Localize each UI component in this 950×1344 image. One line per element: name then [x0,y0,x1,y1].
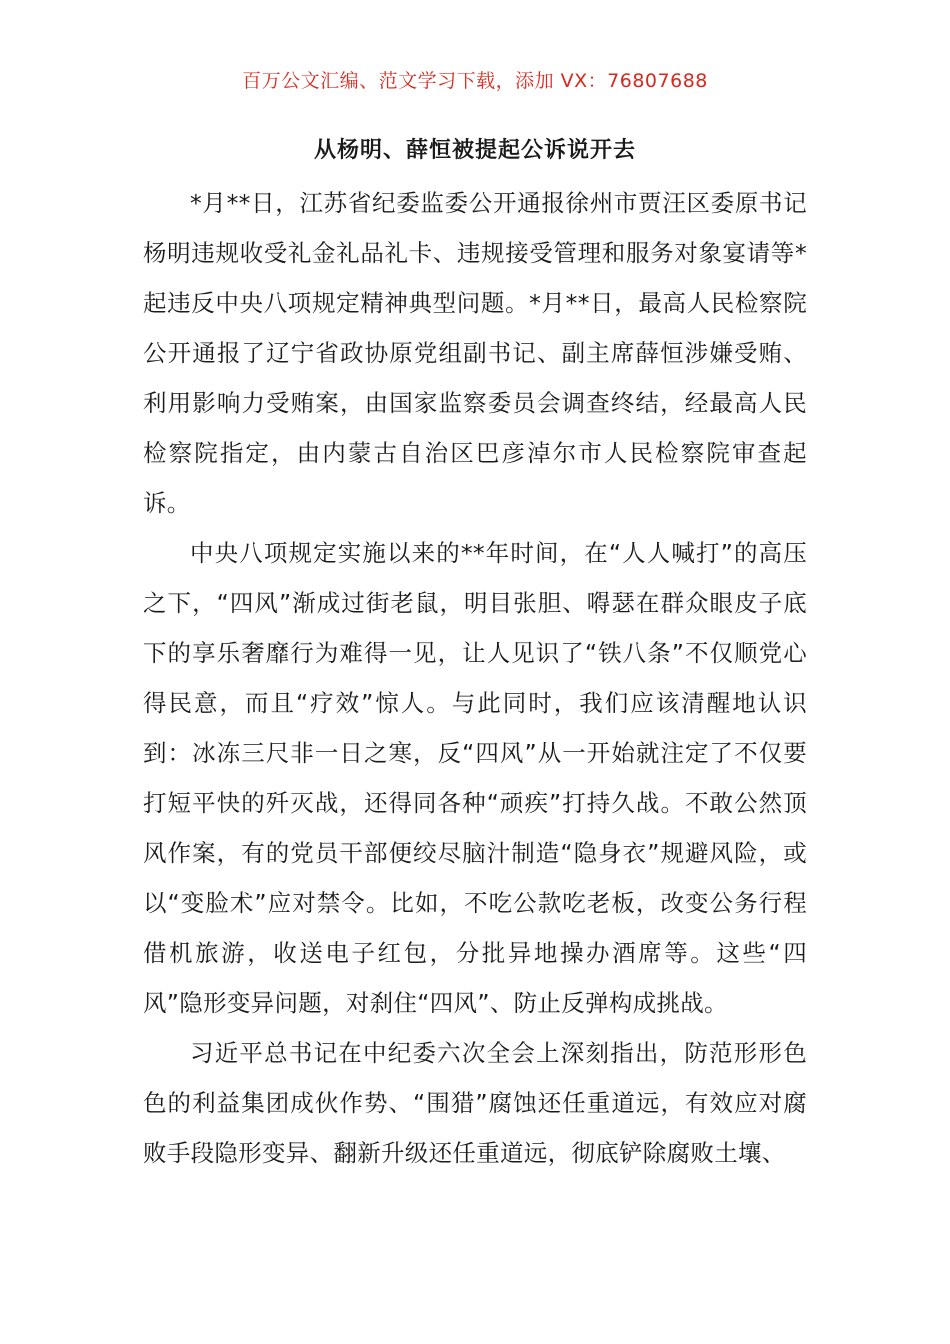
document-title: 从杨明、薛恒被提起公诉说开去 [313,138,636,163]
paragraph-2: 中央八项规定实施以来的**年时间，在“人人喊打”的高压之下，“四风”渐成过街老鼠，明目张胆、嘚瑟在群众眼皮子底下的享乐奢靡行为难得一见，让人见识了“铁八条”不仅顺党心得民意，而且“疗效”惊人。与此同时，我们应该清醒地认识到：冰冻三尺非一日之寒，反“四风”从一开始就注定了不仅要打短平快的歼灭战，还得同各种“顽疾”打持久战。不敢公然顶风作案，有的党员干部便绞尽脑汁制造“隐身衣”规避风险，或以“变脸术”应对禁令。比如，不吃公款吃老板，改变公务行程借机旅游，收送电子红包，分批异地操办酒席等。这些“四风”隐形变异问题，对刹住“四风”、防止反弹构成挑战。 [143,539,807,1017]
paragraph-1: *月**日，江苏省纪委监委公开通报徐州市贾汪区委原书记杨明违规收受礼金礼品礼卡、违规接受管理和服务对象宴请等*起违反中央八项规定精神典型问题。*月**日，最高人民检察院公开通报了辽宁省政协原党组副书记、副主席薛恒涉嫌受贿、利用影响力受贿案，由国家监察委员会调查终结，经最高人民检察院指定，由内蒙古自治区巴彦淖尔市人民检察院审查起诉。 [143,189,807,517]
header-note: 百万公文汇编、范文学习下载，添加 VX：76807688 [242,70,708,92]
document-body [143,178,807,1178]
paragraph-3: 习近平总书记在中纪委六次全会上深刻指出，防范形形色色的利益集团成伙作势、“围猎”腐蚀还任重道远，有效应对腐败手段隐形变异、翻新升级还任重道远，彻底铲除腐败土壤、 [143,1039,807,1167]
